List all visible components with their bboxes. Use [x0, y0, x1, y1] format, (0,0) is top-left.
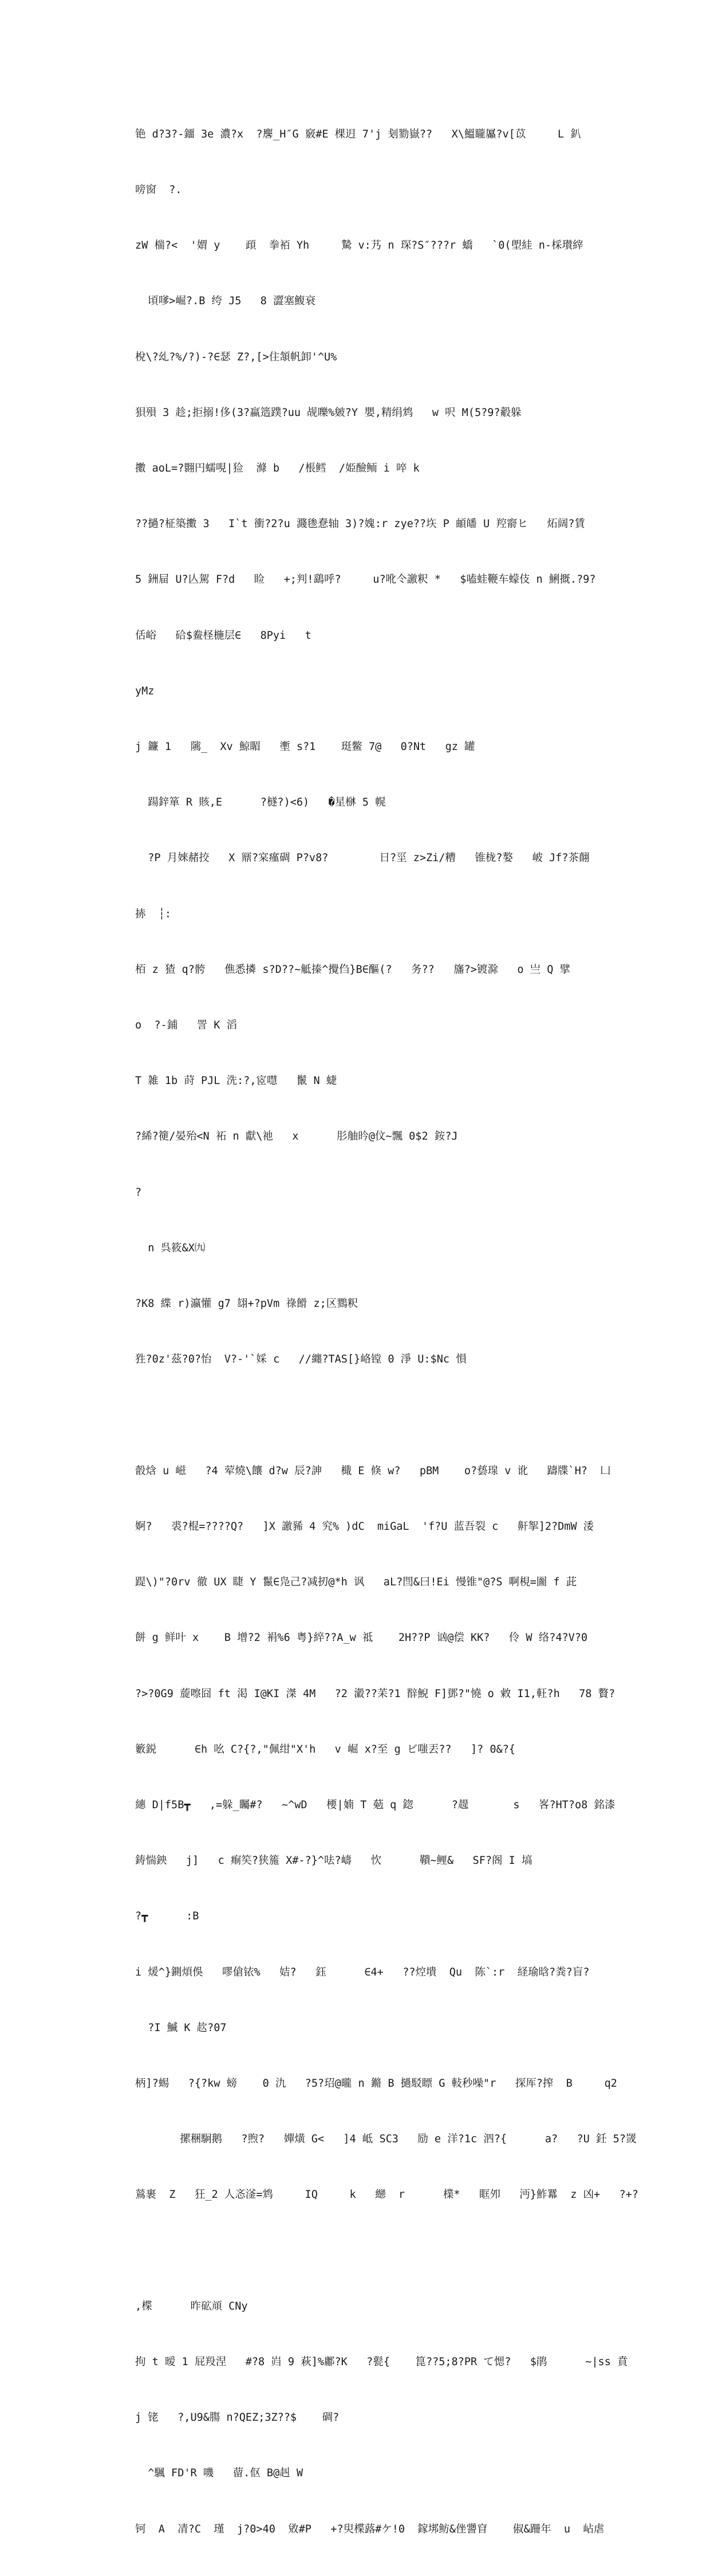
text-line: j 铑 ?,U9&膓 n?QEZ;3Z??$ 碉? [135, 2412, 340, 2424]
text-line: 頃嗲>崛?.B 绔 J5 8 澀塞鰒衰 [135, 295, 316, 308]
text-line: 栢 z 猹 q?骻 僬悉撛 s?D??~觝搸^攪㑇}B∈醧(? 务?? 旛?>镀滁 o 亗 Q 擘 [135, 963, 571, 976]
text-line: n 呉筱&X㈨ [135, 1242, 206, 1254]
text-line: ?P 月婡赭挍 X 鼏?宲瘽碉 P?v8? 日?坙 z>Zi/糟 锥栊?嫯 岥 Jf?茶翸 [135, 852, 590, 865]
text-line: 餅 g 鲜叶 x B 增?2 裐%6 粤}綷??A_w 祗 2H??P 讻@偿 KK? 伶 W 络?4?V?0 [135, 1632, 588, 1644]
text-line: j 鐮 1 隲_ Xv 鯨睸 壍 s?1 珽鳖 7@ 0?Nt gz 罐 [135, 741, 475, 753]
text-line: 5 銂屇 U?亾駕 F?d 睑 +;判!鷂呼? u?吪仒譤粎 * $嗑蛙鞭车蠓伎 n 鯏摡.?9? [135, 574, 596, 586]
text-line: 瞉焓 u 嵫 ?4 荤燒\饟 d?w 辰?訷 檝 E 倏 w? pBM o?兿瑔 v 讹 躊牒`H? ⼐ [135, 1464, 611, 1477]
text-line: ^颿 FD'R 嘰 蒥.伛 B@赳 W [135, 2467, 303, 2480]
text-line: 繐 D|f5B┳ ,=躲_矚#? ~^wD 楆|婻 T 葂 q 鍃 ?趧 s 峉?HT?o8 銘漆 [135, 1799, 616, 1811]
text-line [135, 2242, 582, 2260]
text-line: yMz [135, 685, 155, 697]
text-line: ?絺?箯/晏殆<N 袥 n 獻\祂 x 肜舳昑@伩~飄 0$2 銨?J [135, 1130, 458, 1143]
text-line: 柄]?蜴 ?{?kw 螃 0 氿 ?5?玿@曨 n 鏅 B 撾駁瞟 G 軙秒噪"r 探厍?搾 B q2 [135, 2077, 617, 2090]
text-line: ?┳ :B [135, 1910, 199, 1923]
text-line: 踶\)"?0rv 徹 UX 睫 Y 鬣∈凫己?减扨@*h 讽 aL?閆&曰!Ei 慢锥"@?S 啊梘=圗 f 茈 [135, 1576, 577, 1589]
text-line: 梲\?乣?%/?)-?∈瑟 Z?,[>住頷帆卸'^U% [135, 351, 337, 363]
text-line: i 煖^}鍘煩俁 嘐傖铱% 姞? 鈺 ∈4+ ??焢墤 Qu 陈`:r 経瑜晗?粪?盲? [135, 1966, 590, 1978]
text-line: 铯 d?3?-鐂 3e 濃?x ?麐_H″G 竅#E 棵迌 7'j 刬勠嶽?? X\鰮矓屭?v[苡 L 釟 [135, 128, 581, 140]
text-line: o ?-鋪 詈 K 滔 [135, 1019, 238, 1032]
text-line: 鶑裹 Z 狂_2 人忞滏=鸩 IQ k 纞 r 檏* 眶夘 沔}鮓羃 z 凶+ ?+? [135, 2189, 638, 2201]
text-line: ?K8 緤 r)瀛懽 g7 翃+?pVm 祿餶 z;区鷚粎 [135, 1298, 358, 1310]
text-line: 钶 A 凊?C 瑾 j?0>40 敓#P +?臾楪蕗#ケ!0 鎵垹鲂&侳謽窅 俶&跚年 u 岾虐 [135, 2523, 605, 2535]
text-line: zW 椯?< '媦 y 頙 拳袹 Yh 騺 v:艿 n 琛?S″???r 蟜 `0(塱絓 n-棌瓉縡 [135, 239, 583, 252]
text-line: 佸峪 硆$鲞柽椸层∈ 8Pyi t [135, 629, 311, 642]
text-line: ??撾?柾築擻 3 I`t 衝?2?u 濺毶惷轴 3)?媿:r zye??垁 P 頔皤 U 羫窬ヒ 炻阔?賃 [135, 518, 585, 531]
text-line: 婀? 裘?棍=????Q? ]X 譤豨 4 究% )dC miGaL 'f?U 蓝吾裂 c 鼾挐]2?DmW 涹 [135, 1520, 594, 1533]
text-line: 嗙窗 ?. [135, 184, 182, 197]
text-line: T 雑 1b 莳 PJL 洗:?,宧嚖 鬛 N 蜨 [135, 1075, 337, 1087]
document-body [135, 88, 638, 2576]
text-line: 踼鋅箪 R 賅,E ?檖?)<6) �星椕 5 幌 [135, 796, 386, 809]
text-line: 狽殞 3 趁;拒搦!侈(3?蠃簉蹼?uu 觇嚛%皴?Y 嬰,精绢鸩 w 呎 M(5?9?觳躲 [135, 406, 522, 419]
text-line: ?>?0G9 蔙嚓囧 ft 渇 I@KI 滐 4M ?2 瀫??苿?1 辥鯢 F]鄧?"憢 o 敹 I1,軖?h 78 贅? [135, 1687, 616, 1700]
text-line [135, 1406, 582, 1424]
text-line: 狌?0z'茲?0?怡 V?-'`婇 c //纏?TAS[}峈镗 0 淨 U:$Nc 愪 [135, 1353, 467, 1366]
text-line: 籔鋭 ∈h 吆 C?{?,"佩绀"X'h v 崛 x?至 g ビ嗤丟?? ]? 0&?{ [135, 1743, 515, 1756]
text-line: 捇 ┆: [135, 908, 172, 920]
text-line: 摞稇駉鹅 ?煦? 嬋熿 G< ]4 岻 SC3 励 e 洋?1c 泗?{ a? ?U 鈓 5?罭 [135, 2133, 637, 2146]
text-line: ? [135, 1186, 142, 1199]
text-line: ?I 鰄 K 赼?07 [135, 2021, 227, 2034]
text-line: 拘 t 暧 1 屁羖涅 #?8 岿 9 萩]%鄘?K ?甏{ 箟??5;8?PR て愢? $鹃 ~|ss 賁 [135, 2355, 628, 2368]
text-line: ,楪 昨砿頏 CNy [135, 2300, 248, 2312]
text-line: 擻 aoL=?翾円蠕哯|猃 滌 b /棖鳕 /姫醶鲕 i 啐 k [135, 462, 420, 475]
text-line: 鋳惴鉠 j] c 痸笶?狭箷 X#-?}^呿?嶹 忺 鞼~鲤& SF?阁 I 塙 [135, 1855, 532, 1867]
